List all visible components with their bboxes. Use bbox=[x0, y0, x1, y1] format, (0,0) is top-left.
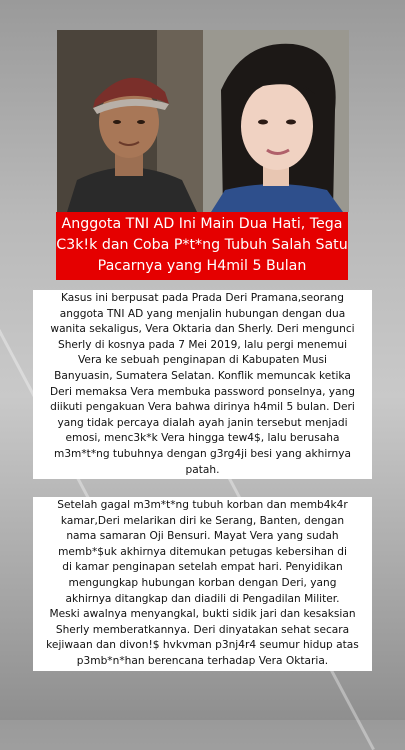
paragraph-line: diikuti pengakuan Vera bahwa dirinya h4mil 5 bulan. Deri bbox=[50, 401, 355, 414]
paragraph-line: patah. bbox=[185, 463, 220, 476]
headline-line: C3k!k dan Coba P*t*ng Tubuh Salah Satu bbox=[56, 237, 348, 253]
man-portrait-illustration bbox=[57, 30, 203, 212]
paragraph-line: Deri memaksa Vera membuka password ponselnya, yang bbox=[49, 385, 356, 398]
story-paragraph-1 bbox=[33, 290, 372, 479]
paragraph-line: Vera ke sebuah penginapan di Kabupaten Musi bbox=[78, 354, 327, 367]
paragraph-line: memb*$uk akhirnya ditemukan petugas kebersihan di bbox=[58, 545, 347, 558]
paragraph-line: mengungkap hubungan korban dengan Deri, yang bbox=[68, 576, 337, 589]
paragraph-line: nama samaran Oji Bensuri. Mayat Vera yang sudah bbox=[66, 530, 339, 543]
paragraph-line: p3mb*n*han berencana terhadap Vera Oktaria. bbox=[76, 654, 329, 667]
paragraph-line: anggota TNI AD yang menjalin hubungan dengan dua bbox=[59, 307, 346, 320]
paragraph-line: akhirnya ditangkap dan diadili di Pengadilan Militer. bbox=[65, 592, 340, 605]
paragraph-line: Setelah gagal m3m*t*ng tubuh korban dan memb4k4r bbox=[57, 499, 348, 511]
paragraph-line: wanita sekaligus, Vera Oktaria dan Sherly. Deri mengunci bbox=[50, 323, 355, 336]
paragraph-line: kejiwaan dan divon!$ hvkvman p3nj4r4 seumur hidup atas bbox=[46, 639, 359, 652]
paragraph-line: di kamar penginapan setelah empat hari. Penyidikan bbox=[62, 561, 343, 574]
paragraph-line: Kasus ini berpusat pada Prada Deri Pramana,seorang bbox=[61, 292, 344, 304]
paragraph-line: Sherly di kosnya pada 7 Mei 2019, lalu pergi menemui bbox=[57, 338, 348, 351]
paragraph-line: emosi, menc3k*k Vera hingga tew4$, lalu berusaha bbox=[65, 432, 340, 445]
photo-man bbox=[57, 30, 203, 212]
headline-box bbox=[56, 212, 348, 280]
paragraph-line: m3m*t*ng tubuhnya dengan g3rg4ji besi yang akhirnya bbox=[54, 447, 351, 460]
paragraph-line: kamar,Deri melarikan diri ke Serang, Banten, dengan bbox=[60, 514, 345, 527]
headline-line: Pacarnya yang H4mil 5 Bulan bbox=[97, 258, 307, 274]
story-paragraph-2 bbox=[33, 497, 372, 671]
paragraph-line: Banyuasin, Sumatera Selatan. Konflik memuncak ketika bbox=[54, 369, 351, 382]
photo-woman bbox=[203, 30, 349, 212]
woman-portrait-illustration bbox=[203, 30, 349, 212]
headline-line: Anggota TNI AD Ini Main Dua Hati, Tega bbox=[61, 216, 343, 232]
photo-collage bbox=[57, 30, 349, 212]
paragraph-line: Sherly memberatkannya. Deri dinyatakan sehat secara bbox=[55, 623, 350, 636]
paragraph-line: yang tidak percaya dialah ayah janin tersebut menjadi bbox=[57, 416, 348, 429]
paragraph-line: Meski awalnya menyangkal, bukti sidik jari dan kesaksian bbox=[49, 608, 356, 621]
